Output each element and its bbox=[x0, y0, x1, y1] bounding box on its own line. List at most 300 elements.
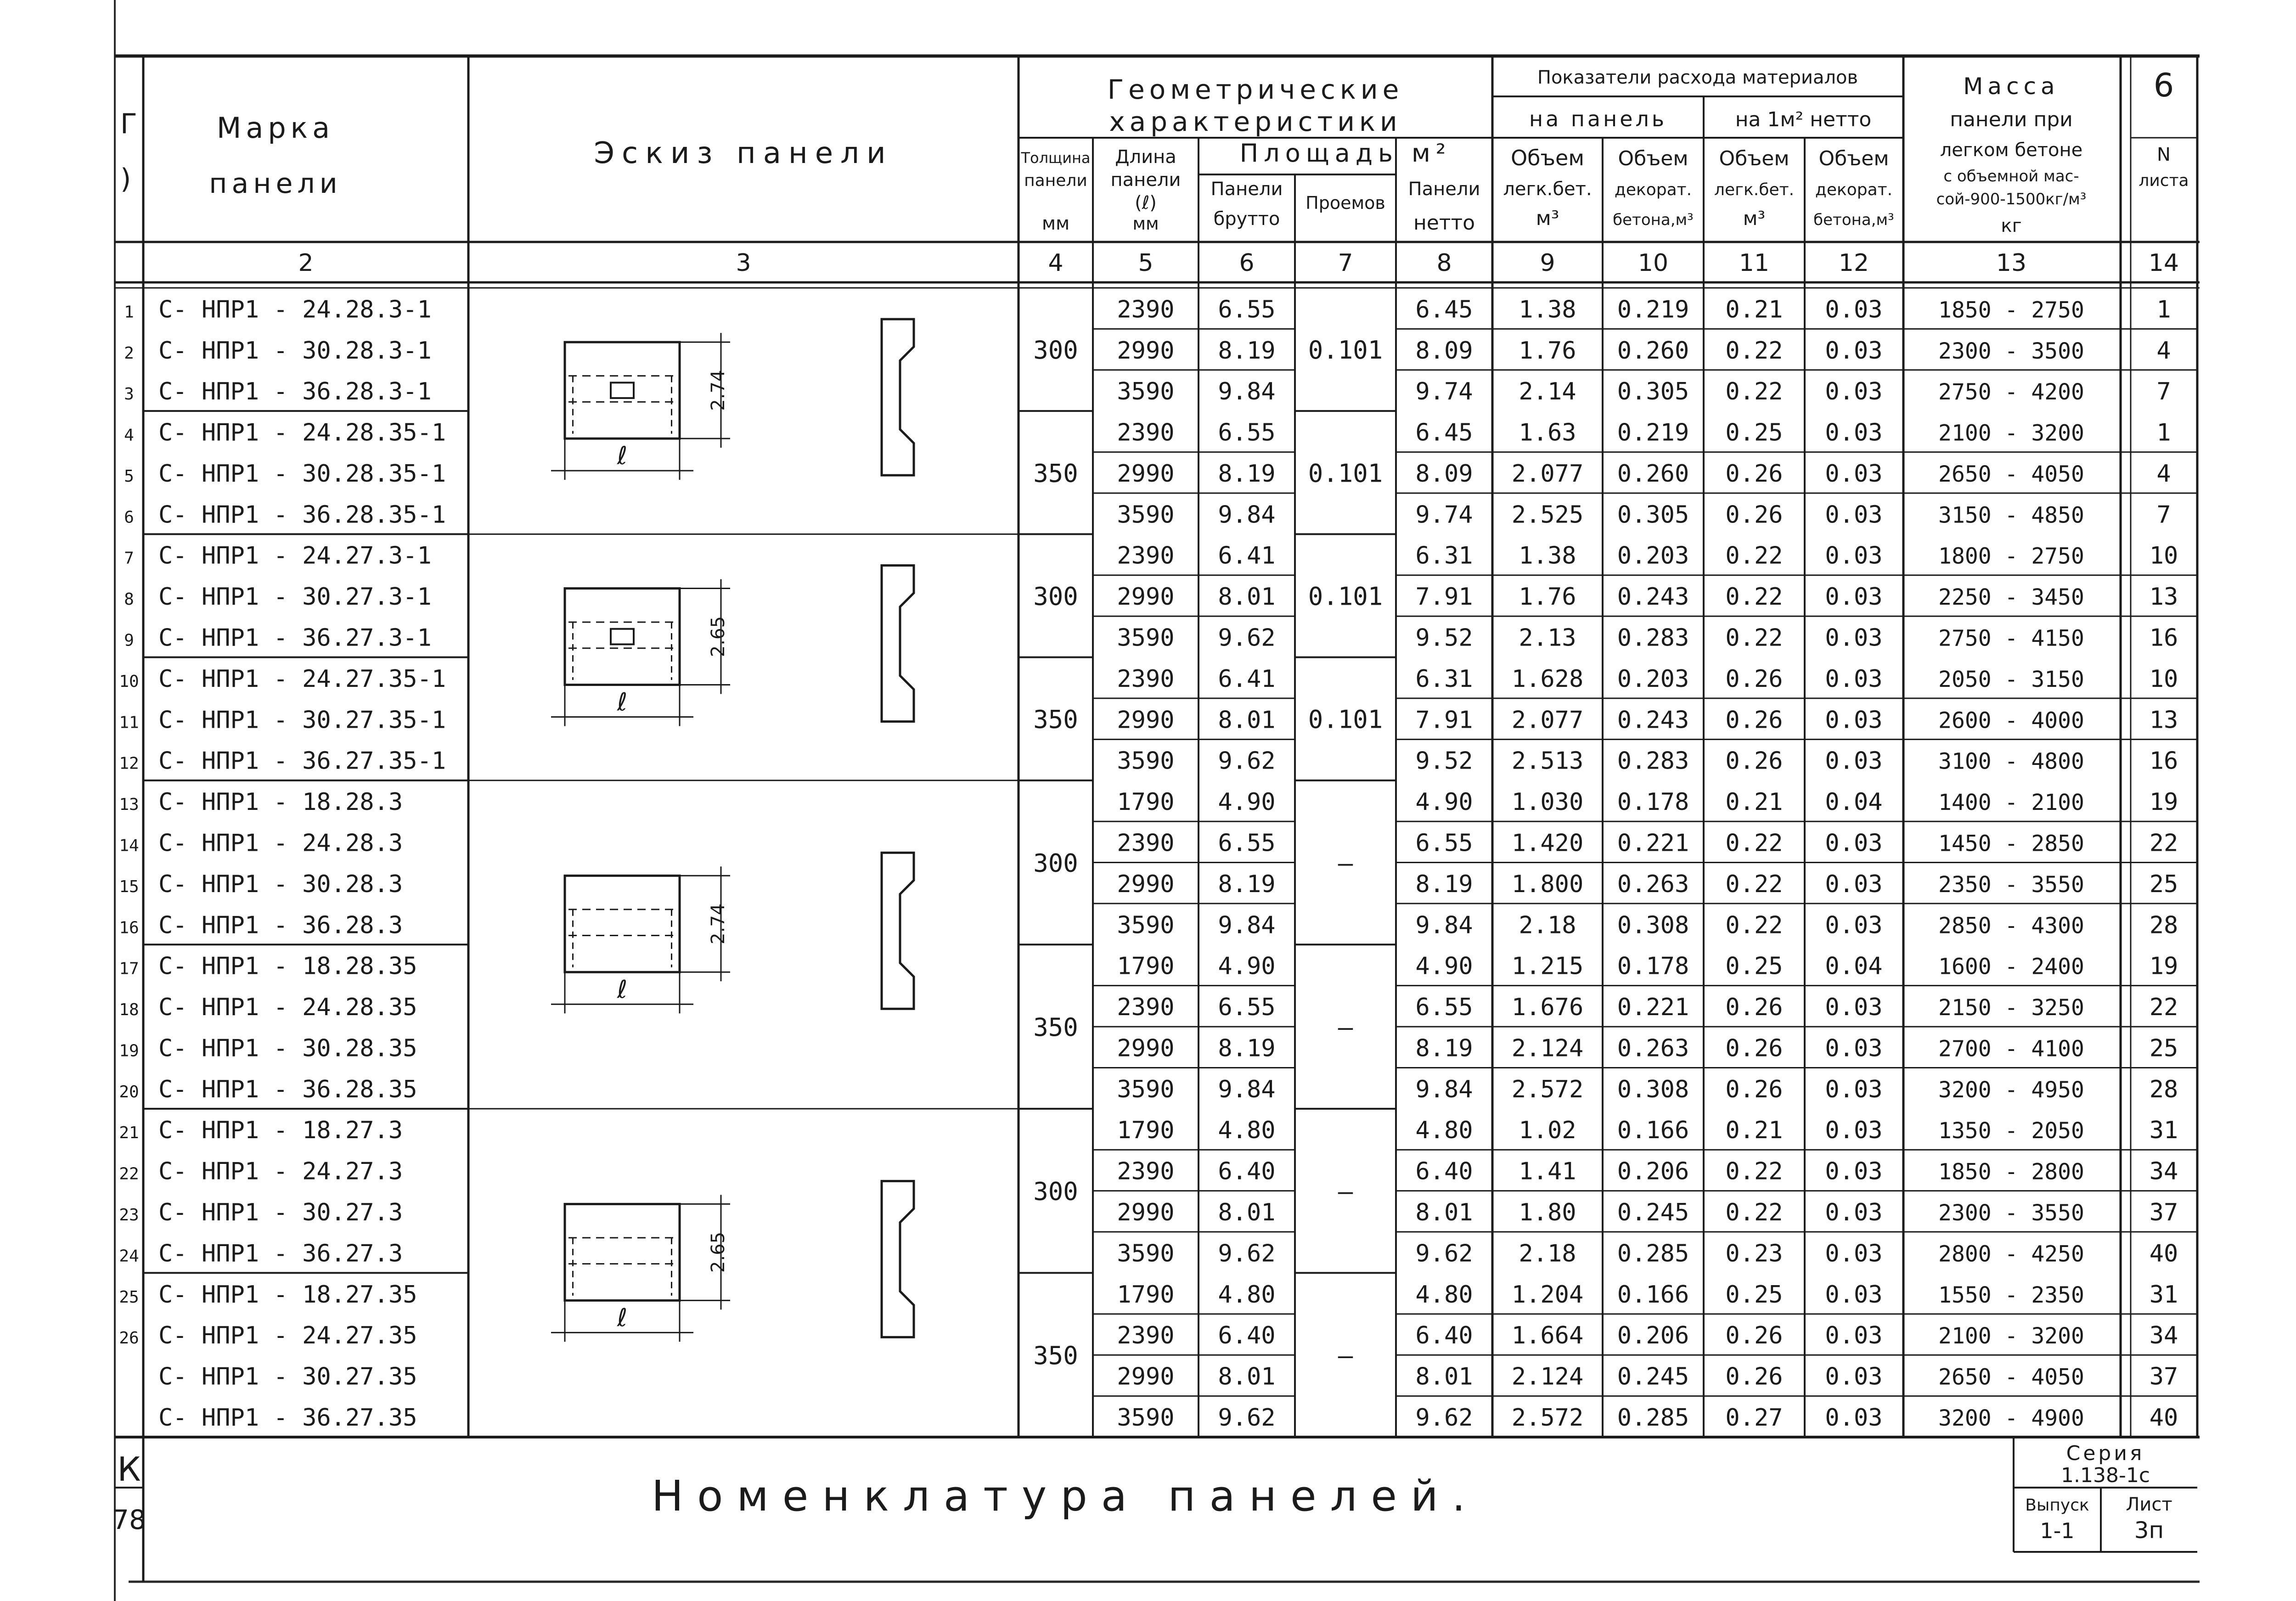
sheet-cell: 4 bbox=[2156, 337, 2171, 365]
sheet-cell: 22 bbox=[2149, 829, 2178, 857]
vol-panel-cell: 1.76 bbox=[1519, 583, 1576, 611]
header-vol-dec-m2-l3: бетона,м³ bbox=[1813, 211, 1894, 229]
dec-m2-cell: 0.03 bbox=[1825, 1322, 1883, 1350]
panel-mark: С- НПР1 - 36.28.35 bbox=[158, 1075, 417, 1103]
panel-sketch bbox=[551, 1181, 914, 1342]
height-label: 2.74 bbox=[708, 903, 729, 944]
dec-m2-cell: 0.03 bbox=[1825, 501, 1883, 529]
panel-mark: С- НПР1 - 36.27.3 bbox=[158, 1240, 403, 1268]
vol-panel-cell: 2.077 bbox=[1511, 706, 1584, 734]
length-cell: 3590 bbox=[1117, 501, 1175, 529]
length-cell: 2990 bbox=[1117, 460, 1175, 488]
vol-m2-cell: 0.27 bbox=[1725, 1404, 1783, 1432]
header-geometry-line1: Геометрические bbox=[1107, 74, 1404, 105]
height-label: 2.65 bbox=[708, 616, 729, 657]
vol-panel-cell: 1.030 bbox=[1511, 788, 1584, 816]
gross-cell: 6.41 bbox=[1218, 542, 1276, 570]
sheet-cell: 13 bbox=[2149, 706, 2178, 734]
vol-panel-cell: 2.124 bbox=[1511, 1363, 1584, 1391]
dec-m2-cell: 0.03 bbox=[1825, 1240, 1883, 1268]
panel-mark: С- НПР1 - 30.28.3-1 bbox=[158, 337, 432, 365]
dec-panel-cell: 0.263 bbox=[1617, 870, 1689, 898]
dec-panel-cell: 0.219 bbox=[1617, 419, 1689, 447]
dec-m2-cell: 0.03 bbox=[1825, 1199, 1883, 1227]
vol-m2-cell: 0.22 bbox=[1725, 337, 1783, 365]
vol-m2-cell: 0.26 bbox=[1725, 460, 1783, 488]
net-cell: 9.74 bbox=[1415, 501, 1473, 529]
row-stub: 24 bbox=[119, 1247, 139, 1266]
mass-cell: 1350 - 2050 bbox=[1938, 1118, 2084, 1144]
length-cell: 3590 bbox=[1117, 1240, 1175, 1268]
vol-panel-cell: 1.215 bbox=[1511, 952, 1584, 980]
vol-m2-cell: 0.22 bbox=[1725, 829, 1783, 857]
dec-panel-cell: 0.166 bbox=[1617, 1117, 1689, 1145]
mass-cell: 2700 - 4100 bbox=[1938, 1036, 2084, 1062]
dec-m2-cell: 0.03 bbox=[1825, 665, 1883, 693]
panel-mark: С- НПР1 - 30.27.3 bbox=[158, 1199, 403, 1227]
row-stub: 6 bbox=[124, 508, 134, 527]
gross-cell: 8.19 bbox=[1218, 460, 1276, 488]
panel-mark: С- НПР1 - 18.28.35 bbox=[158, 952, 417, 980]
gross-cell: 4.80 bbox=[1218, 1117, 1276, 1145]
net-cell: 4.80 bbox=[1415, 1281, 1473, 1309]
dec-panel-cell: 0.263 bbox=[1617, 1034, 1689, 1062]
dec-m2-cell: 0.03 bbox=[1825, 378, 1883, 406]
vol-panel-cell: 1.628 bbox=[1511, 665, 1584, 693]
vol-panel-cell: 2.18 bbox=[1519, 1240, 1576, 1268]
dec-panel-cell: 0.260 bbox=[1617, 460, 1689, 488]
header-vol-light-m2-l2: легк.бет. bbox=[1714, 180, 1795, 199]
panel-mark: С- НПР1 - 30.27.3-1 bbox=[158, 583, 432, 611]
mass-cell: 2100 - 3200 bbox=[1938, 420, 2084, 446]
thickness-cell: 350 bbox=[1033, 459, 1078, 488]
panel-section-profile bbox=[882, 566, 914, 722]
panel-mark: С- НПР1 - 24.27.3 bbox=[158, 1157, 403, 1185]
openings-cell: 0.101 bbox=[1308, 459, 1383, 488]
row-stub: 2 bbox=[124, 343, 134, 363]
dec-m2-cell: 0.03 bbox=[1825, 829, 1883, 857]
vol-m2-cell: 0.26 bbox=[1725, 1034, 1783, 1062]
mass-cell: 2800 - 4250 bbox=[1938, 1241, 2084, 1267]
openings-cell: 0.101 bbox=[1308, 582, 1383, 611]
panel-section-profile bbox=[882, 1181, 914, 1337]
header-sketch: Эскиз панели bbox=[594, 136, 893, 170]
header-net-l2: нетто bbox=[1413, 211, 1475, 235]
panel-sketch bbox=[551, 566, 914, 726]
panel-mark: С- НПР1 - 24.27.35 bbox=[158, 1322, 417, 1350]
dec-panel-cell: 0.166 bbox=[1617, 1281, 1689, 1309]
vol-m2-cell: 0.21 bbox=[1725, 296, 1783, 324]
gross-cell: 9.84 bbox=[1218, 1075, 1276, 1103]
thickness-cell: 350 bbox=[1033, 1013, 1078, 1042]
panel-sketches bbox=[551, 319, 914, 1342]
mass-cell: 3200 - 4950 bbox=[1938, 1077, 2084, 1103]
dec-panel-cell: 0.178 bbox=[1617, 952, 1689, 980]
sheet-cell: 28 bbox=[2149, 911, 2178, 939]
dec-m2-cell: 0.03 bbox=[1825, 870, 1883, 898]
openings-cell: — bbox=[1338, 848, 1353, 878]
colnum: 5 bbox=[1138, 249, 1154, 277]
window-opening bbox=[611, 382, 634, 398]
sheet-cell: 37 bbox=[2149, 1199, 2178, 1227]
dec-m2-cell: 0.04 bbox=[1825, 952, 1883, 980]
sheet-cell: 31 bbox=[2149, 1117, 2178, 1145]
dec-m2-cell: 0.03 bbox=[1825, 1075, 1883, 1103]
vol-panel-cell: 2.572 bbox=[1511, 1075, 1584, 1103]
vol-m2-cell: 0.26 bbox=[1725, 747, 1783, 775]
dec-panel-cell: 0.308 bbox=[1617, 911, 1689, 939]
row-stub: 13 bbox=[119, 795, 139, 815]
openings-cell: — bbox=[1338, 1013, 1353, 1042]
net-cell: 8.01 bbox=[1415, 1363, 1473, 1391]
panel-mark: С- НПР1 - 24.27.3-1 bbox=[158, 542, 432, 570]
gross-cell: 8.19 bbox=[1218, 1034, 1276, 1062]
net-cell: 8.19 bbox=[1415, 870, 1473, 898]
vol-panel-cell: 2.525 bbox=[1511, 501, 1584, 529]
header-vol-dec-m2-l1: Объем bbox=[1818, 147, 1889, 170]
dec-m2-cell: 0.03 bbox=[1825, 337, 1883, 365]
vol-m2-cell: 0.21 bbox=[1725, 788, 1783, 816]
gross-cell: 6.55 bbox=[1218, 296, 1276, 324]
dec-m2-cell: 0.03 bbox=[1825, 1404, 1883, 1432]
mass-cell: 1850 - 2800 bbox=[1938, 1159, 2084, 1185]
panel-mark: С- НПР1 - 30.27.35 bbox=[158, 1363, 417, 1391]
gross-cell: 6.41 bbox=[1218, 665, 1276, 693]
sheet-cell: 1 bbox=[2156, 296, 2171, 324]
dec-m2-cell: 0.04 bbox=[1825, 788, 1883, 816]
sheet-cell: 40 bbox=[2149, 1404, 2178, 1432]
table-body bbox=[119, 296, 2178, 1432]
panel-mark: С- НПР1 - 24.28.35-1 bbox=[158, 419, 446, 447]
gross-cell: 8.19 bbox=[1218, 337, 1276, 365]
net-cell: 6.31 bbox=[1415, 665, 1473, 693]
length-cell: 2390 bbox=[1117, 665, 1175, 693]
mass-cell: 2650 - 4050 bbox=[1938, 1364, 2084, 1390]
vol-panel-cell: 1.41 bbox=[1519, 1157, 1576, 1185]
dec-panel-cell: 0.178 bbox=[1617, 788, 1689, 816]
vol-panel-cell: 1.76 bbox=[1519, 337, 1576, 365]
colnum: 7 bbox=[1338, 249, 1353, 277]
mass-cell: 1850 - 2750 bbox=[1938, 297, 2084, 323]
header-mass-l6: кг bbox=[2001, 215, 2022, 236]
length-cell: 2390 bbox=[1117, 1157, 1175, 1185]
mass-cell: 2300 - 3500 bbox=[1938, 338, 2084, 364]
dec-panel-cell: 0.285 bbox=[1617, 1240, 1689, 1268]
header-vol-light-l1: Объем bbox=[1510, 146, 1585, 170]
row-stub: 14 bbox=[119, 836, 139, 855]
length-cell: 1790 bbox=[1117, 788, 1175, 816]
thickness-cell: 300 bbox=[1033, 336, 1078, 365]
vol-m2-cell: 0.26 bbox=[1725, 1363, 1783, 1391]
header-sheetno-l1: N bbox=[2157, 144, 2171, 165]
length-cell: 2990 bbox=[1117, 870, 1175, 898]
header-geometry-line2: характеристики bbox=[1109, 106, 1402, 137]
length-cell: 1790 bbox=[1117, 952, 1175, 980]
dec-m2-cell: 0.03 bbox=[1825, 583, 1883, 611]
gross-cell: 8.01 bbox=[1218, 1363, 1276, 1391]
length-cell: 3590 bbox=[1117, 911, 1175, 939]
thickness-cell: 350 bbox=[1033, 1341, 1078, 1371]
header-clipped-bot: ) bbox=[120, 163, 131, 195]
row-stub: 11 bbox=[119, 713, 139, 732]
dec-panel-cell: 0.203 bbox=[1617, 542, 1689, 570]
dec-panel-cell: 0.308 bbox=[1617, 1075, 1689, 1103]
header-gross-l2: брутто bbox=[1213, 208, 1280, 230]
thickness-cell: 300 bbox=[1033, 1177, 1078, 1206]
gross-cell: 4.90 bbox=[1218, 788, 1276, 816]
vol-m2-cell: 0.26 bbox=[1725, 665, 1783, 693]
panel-mark: С- НПР1 - 30.28.35-1 bbox=[158, 460, 446, 488]
panel-mark: С- НПР1 - 24.28.3 bbox=[158, 829, 403, 857]
vol-m2-cell: 0.26 bbox=[1725, 1075, 1783, 1103]
row-stub: 16 bbox=[119, 918, 139, 938]
header-clipped-top: Г bbox=[120, 108, 137, 140]
dec-m2-cell: 0.03 bbox=[1825, 1281, 1883, 1309]
header-thickness-l2: панели bbox=[1024, 171, 1087, 190]
panel-sketch bbox=[551, 319, 914, 480]
length-cell: 3590 bbox=[1117, 747, 1175, 775]
colnum: 6 bbox=[1239, 249, 1255, 277]
dec-m2-cell: 0.03 bbox=[1825, 1034, 1883, 1062]
row-stub: 9 bbox=[124, 631, 134, 650]
dec-panel-cell: 0.203 bbox=[1617, 665, 1689, 693]
net-cell: 4.80 bbox=[1415, 1117, 1473, 1145]
table-frame bbox=[115, 56, 2200, 1437]
sheet-value: 3п bbox=[2134, 1517, 2164, 1544]
header-length-l4: мм bbox=[1132, 213, 1159, 234]
colnum: 10 bbox=[1638, 249, 1669, 277]
net-cell: 7.91 bbox=[1415, 583, 1473, 611]
net-cell: 8.09 bbox=[1415, 460, 1473, 488]
colnum: 3 bbox=[736, 249, 751, 277]
mass-cell: 2050 - 3150 bbox=[1938, 666, 2084, 692]
gross-cell: 8.01 bbox=[1218, 706, 1276, 734]
panel-outline bbox=[565, 876, 680, 972]
header-per-panel: на панель bbox=[1529, 107, 1667, 131]
vol-panel-cell: 1.676 bbox=[1511, 994, 1584, 1022]
dec-panel-cell: 0.243 bbox=[1617, 583, 1689, 611]
dec-panel-cell: 0.245 bbox=[1617, 1199, 1689, 1227]
vol-m2-cell: 0.22 bbox=[1725, 583, 1783, 611]
length-cell: 2990 bbox=[1117, 583, 1175, 611]
height-label: 2.65 bbox=[708, 1231, 729, 1273]
openings-cell: 0.101 bbox=[1308, 705, 1383, 734]
row-stub: 22 bbox=[119, 1164, 139, 1184]
panel-section-profile bbox=[882, 853, 914, 1009]
sheet-cell: 25 bbox=[2149, 870, 2178, 898]
sheet-cell: 13 bbox=[2149, 583, 2178, 611]
sheet-cell: 19 bbox=[2149, 952, 2178, 980]
gross-cell: 9.62 bbox=[1218, 624, 1276, 652]
net-cell: 4.90 bbox=[1415, 788, 1473, 816]
sheet-cell: 4 bbox=[2156, 460, 2171, 488]
vol-panel-cell: 1.664 bbox=[1511, 1322, 1584, 1350]
height-label: 2.74 bbox=[708, 370, 729, 411]
sheet-cell: 19 bbox=[2149, 788, 2178, 816]
header-vol-dec-l2: декорат. bbox=[1614, 180, 1692, 199]
net-cell: 9.84 bbox=[1415, 911, 1473, 939]
mass-cell: 2650 - 4050 bbox=[1938, 461, 2084, 487]
length-cell: 3590 bbox=[1117, 378, 1175, 406]
openings-cell: — bbox=[1338, 1341, 1353, 1371]
dec-panel-cell: 0.283 bbox=[1617, 747, 1689, 775]
footer-title: Номенклатура панелей. bbox=[651, 1472, 1480, 1521]
net-cell: 9.74 bbox=[1415, 378, 1473, 406]
header-materials: Показатели расхода материалов bbox=[1537, 67, 1858, 88]
net-cell: 6.45 bbox=[1415, 419, 1473, 447]
header-thickness-l3: мм bbox=[1041, 213, 1070, 234]
mass-cell: 3150 - 4850 bbox=[1938, 502, 2084, 528]
sheet-cell: 37 bbox=[2149, 1363, 2178, 1391]
length-cell: 2990 bbox=[1117, 1199, 1175, 1227]
panel-section-profile bbox=[882, 319, 914, 475]
net-cell: 9.62 bbox=[1415, 1404, 1473, 1432]
panel-mark: С- НПР1 - 36.28.3-1 bbox=[158, 378, 432, 406]
header-length-l3: (ℓ) bbox=[1135, 192, 1157, 213]
row-stub: 15 bbox=[119, 877, 139, 896]
length-cell: 3590 bbox=[1117, 1075, 1175, 1103]
dec-m2-cell: 0.03 bbox=[1825, 624, 1883, 652]
sheet-cell: 34 bbox=[2149, 1157, 2178, 1185]
vol-panel-cell: 2.18 bbox=[1519, 911, 1576, 939]
length-cell: 2390 bbox=[1117, 829, 1175, 857]
colnum: 14 bbox=[2148, 249, 2179, 277]
dec-m2-cell: 0.03 bbox=[1825, 1363, 1883, 1391]
dec-panel-cell: 0.245 bbox=[1617, 1363, 1689, 1391]
dec-m2-cell: 0.03 bbox=[1825, 911, 1883, 939]
sheet-cell: 25 bbox=[2149, 1034, 2178, 1062]
gross-cell: 6.40 bbox=[1218, 1322, 1276, 1350]
header-mass-l2: панели при bbox=[1950, 108, 2073, 131]
dec-panel-cell: 0.305 bbox=[1617, 501, 1689, 529]
header-vol-light-m2-l1: Объем bbox=[1719, 147, 1790, 170]
vol-m2-cell: 0.26 bbox=[1725, 706, 1783, 734]
panel-mark: С- НПР1 - 36.28.3 bbox=[158, 911, 403, 939]
header-area: Площадь м² bbox=[1239, 139, 1452, 168]
panel-mark: С- НПР1 - 36.27.3-1 bbox=[158, 624, 432, 652]
net-cell: 6.45 bbox=[1415, 296, 1473, 324]
row-stub: 1 bbox=[124, 303, 134, 322]
length-cell: 2390 bbox=[1117, 542, 1175, 570]
vol-m2-cell: 0.22 bbox=[1725, 870, 1783, 898]
length-cell: 2390 bbox=[1117, 994, 1175, 1022]
panel-mark: С- НПР1 - 18.28.3 bbox=[158, 788, 403, 816]
sheet-cell: 7 bbox=[2156, 378, 2171, 406]
length-cell: 2990 bbox=[1117, 706, 1175, 734]
mass-cell: 3200 - 4900 bbox=[1938, 1405, 2084, 1431]
header-vol-light-l3: м³ bbox=[1536, 207, 1559, 230]
panel-mark: С- НПР1 - 24.27.35-1 bbox=[158, 665, 446, 693]
mass-cell: 2750 - 4150 bbox=[1938, 625, 2084, 652]
length-cell: 2990 bbox=[1117, 1034, 1175, 1062]
mass-cell: 3100 - 4800 bbox=[1938, 748, 2084, 775]
sheet-cell: 10 bbox=[2149, 542, 2178, 570]
length-cell: 2990 bbox=[1117, 1363, 1175, 1391]
row-stub: 26 bbox=[119, 1329, 139, 1348]
dec-m2-cell: 0.03 bbox=[1825, 706, 1883, 734]
row-stub: 18 bbox=[119, 1000, 139, 1020]
net-cell: 8.19 bbox=[1415, 1034, 1473, 1062]
dec-m2-cell: 0.03 bbox=[1825, 419, 1883, 447]
row-stub: 4 bbox=[124, 426, 134, 445]
header-vol-dec-l1: Объем bbox=[1618, 147, 1688, 170]
net-cell: 6.40 bbox=[1415, 1322, 1473, 1350]
vol-panel-cell: 1.80 bbox=[1519, 1199, 1576, 1227]
dec-m2-cell: 0.03 bbox=[1825, 1117, 1883, 1145]
length-cell: 1790 bbox=[1117, 1281, 1175, 1309]
colnum: 12 bbox=[1838, 249, 1869, 277]
dec-panel-cell: 0.219 bbox=[1617, 296, 1689, 324]
colnum: 2 bbox=[298, 249, 314, 277]
net-cell: 6.55 bbox=[1415, 994, 1473, 1022]
gross-cell: 8.01 bbox=[1218, 1199, 1276, 1227]
sheet-cell: 1 bbox=[2156, 419, 2171, 447]
panel-mark: С- НПР1 - 24.28.35 bbox=[158, 994, 417, 1022]
panel-mark: С- НПР1 - 36.27.35 bbox=[158, 1404, 417, 1432]
sheet-cell: 34 bbox=[2149, 1322, 2178, 1350]
gross-cell: 9.84 bbox=[1218, 911, 1276, 939]
dec-panel-cell: 0.305 bbox=[1617, 378, 1689, 406]
mass-cell: 1450 - 2850 bbox=[1938, 831, 2084, 857]
row-stub: 19 bbox=[119, 1041, 139, 1061]
header-openings: Проемов bbox=[1306, 193, 1385, 213]
panel-mark: С- НПР1 - 18.27.35 bbox=[158, 1281, 417, 1309]
header-vol-light-m2-l3: м³ bbox=[1743, 207, 1766, 230]
panel-mark: С- НПР1 - 30.28.35 bbox=[158, 1034, 417, 1062]
mass-cell: 1800 - 2750 bbox=[1938, 543, 2084, 569]
row-stub: 25 bbox=[119, 1287, 139, 1307]
net-cell: 6.31 bbox=[1415, 542, 1473, 570]
issue-label: Выпуск bbox=[2025, 1496, 2089, 1515]
gross-cell: 9.62 bbox=[1218, 1240, 1276, 1268]
colnum: 8 bbox=[1436, 249, 1452, 277]
vol-m2-cell: 0.25 bbox=[1725, 419, 1783, 447]
row-stub: 12 bbox=[119, 754, 139, 773]
vol-panel-cell: 2.077 bbox=[1511, 460, 1584, 488]
row-stub: 7 bbox=[124, 549, 134, 568]
net-cell: 9.52 bbox=[1415, 747, 1473, 775]
gross-cell: 9.84 bbox=[1218, 501, 1276, 529]
gross-cell: 6.40 bbox=[1218, 1157, 1276, 1185]
vol-panel-cell: 2.124 bbox=[1511, 1034, 1584, 1062]
length-cell: 2390 bbox=[1117, 1322, 1175, 1350]
row-stub: 5 bbox=[124, 466, 134, 486]
column-numbers bbox=[298, 249, 2179, 277]
length-label: ℓ bbox=[617, 441, 628, 471]
mass-cell: 2350 - 3550 bbox=[1938, 871, 2084, 898]
header-gross-l1: Панели bbox=[1210, 179, 1283, 200]
sheet-cell: 7 bbox=[2156, 501, 2171, 529]
header-mass-l4: с объемной мас- bbox=[1943, 167, 2079, 185]
length-label: ℓ bbox=[617, 1303, 628, 1332]
header-marka-line1: Марка bbox=[216, 111, 335, 145]
dec-panel-cell: 0.206 bbox=[1617, 1322, 1689, 1350]
vol-m2-cell: 0.22 bbox=[1725, 624, 1783, 652]
corner-number: 78 bbox=[112, 1504, 146, 1535]
mass-cell: 1600 - 2400 bbox=[1938, 954, 2084, 980]
vol-m2-cell: 0.26 bbox=[1725, 501, 1783, 529]
header-vol-light-l2: легк.бет. bbox=[1503, 179, 1592, 200]
panel-mark: С- НПР1 - 18.27.3 bbox=[158, 1117, 403, 1145]
sheet-cell: 16 bbox=[2149, 747, 2178, 775]
sheet-cell: 16 bbox=[2149, 624, 2178, 652]
openings-cell: 0.101 bbox=[1308, 336, 1383, 365]
panel-outline bbox=[565, 589, 680, 685]
vol-m2-cell: 0.22 bbox=[1725, 1157, 1783, 1185]
series-value: 1.138-1с bbox=[2060, 1464, 2150, 1487]
table-header bbox=[120, 67, 2189, 236]
vol-panel-cell: 2.572 bbox=[1511, 1404, 1584, 1432]
